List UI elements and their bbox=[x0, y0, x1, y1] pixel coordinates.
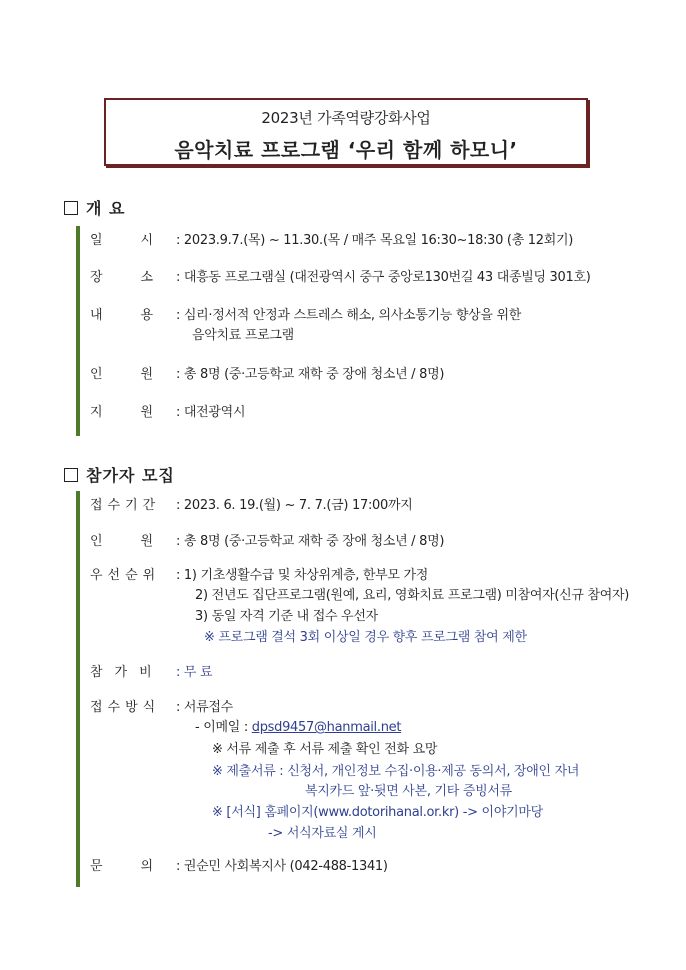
recruit-method-note-2b: 복지카드 앞·뒷면 사본, 기타 증빙서류 bbox=[305, 784, 512, 799]
recruit-email-prefix: - 이메일 : bbox=[195, 720, 252, 735]
recruit-method-note-3a: ※ [서식] 홈페이지(www.dotorihanal.or.kr) -> 이야기마당 bbox=[212, 805, 543, 820]
recruit-value-count: : 총 8명 (중·고등학교 재학 중 장애 청소년 / 8명) bbox=[176, 534, 445, 549]
overview-label-content: 내용 bbox=[90, 308, 192, 323]
recruit-method-note-1: ※ 서류 제출 후 서류 제출 확인 전화 요망 bbox=[212, 742, 438, 757]
recruit-bar bbox=[76, 491, 80, 887]
recruit-label-count: 인원 bbox=[90, 534, 192, 549]
recruit-method-note-2a: ※ 제출서류 : 신청서, 개인정보 수집·이용·제공 동의서, 장애인 자녀 bbox=[212, 764, 580, 779]
recruit-label-contact: 문의 bbox=[90, 859, 192, 874]
overview-value-support: : 대전광역시 bbox=[176, 405, 246, 420]
overview-value-date: : 2023.9.7.(목) ~ 11.30.(목 / 매주 목요일 16:30~18:30 (총 12회기) bbox=[176, 233, 574, 248]
overview-label-count: 인원 bbox=[90, 367, 192, 382]
recruit-label-method: 접수방식 bbox=[90, 700, 161, 715]
recruit-label-period: 접수기간 bbox=[90, 498, 161, 513]
recruit-email-row bbox=[195, 716, 401, 735]
recruit-value-method: : 서류접수 bbox=[176, 700, 233, 715]
recruit-label-priority: 우선순위 bbox=[90, 568, 161, 583]
overview-value-count: : 총 8명 (중·고등학교 재학 중 장애 청소년 / 8명) bbox=[176, 367, 445, 382]
title-main: 음악치료 프로그램 ‘우리 함께 하모니’ bbox=[174, 138, 518, 162]
recruit-value-contact: : 권순민 사회복지사 (042-488-1341) bbox=[176, 859, 388, 874]
overview-label-place: 장소 bbox=[90, 270, 192, 285]
recruit-priority-note: ※ 프로그램 결석 3회 이상일 경우 향후 프로그램 참여 제한 bbox=[204, 630, 527, 645]
recruit-priority-item-1: : 1) 기초생활수급 및 차상위계층, 한부모 가정 bbox=[176, 568, 429, 583]
recruit-heading-text: 참가자 모집 bbox=[86, 466, 175, 485]
overview-heading bbox=[64, 196, 125, 219]
recruit-value-period: : 2023. 6. 19.(월) ~ 7. 7.(금) 17:00까지 bbox=[176, 498, 413, 513]
recruit-priority-item-3: 3) 동일 자격 기준 내 접수 우선자 bbox=[195, 609, 378, 624]
title-box bbox=[104, 98, 588, 166]
title-subtitle: 2023년 가족역량강화사업 bbox=[261, 109, 431, 127]
overview-value-content: : 심리·정서적 안정과 스트레스 해소, 의사소통기능 향상을 위한 bbox=[176, 308, 522, 323]
recruit-heading bbox=[64, 463, 175, 486]
overview-value-content-2: 음악치료 프로그램 bbox=[192, 328, 294, 343]
recruit-priority-item-2: 2) 전년도 집단프로그램(원예, 요리, 영화치료 프로그램) 미참여자(신규 참여자) bbox=[195, 588, 630, 603]
checkbox-square-icon bbox=[64, 201, 78, 215]
overview-bar bbox=[76, 226, 80, 436]
overview-label-date: 일시 bbox=[90, 233, 192, 248]
recruit-label-fee: 참가비 bbox=[90, 665, 164, 680]
recruit-value-fee: : 무 료 bbox=[176, 665, 213, 680]
email-link[interactable]: dpsd9457@hanmail.net bbox=[251, 720, 402, 735]
checkbox-square-icon bbox=[64, 468, 78, 482]
overview-heading-text: 개 요 bbox=[86, 199, 126, 218]
recruit-method-note-3b: -> 서식자료실 게시 bbox=[268, 826, 377, 841]
overview-value-place: : 대흥동 프로그램실 (대전광역시 중구 중앙로130번길 43 대종빌딩 301호) bbox=[176, 270, 591, 285]
overview-label-support: 지원 bbox=[90, 405, 192, 420]
